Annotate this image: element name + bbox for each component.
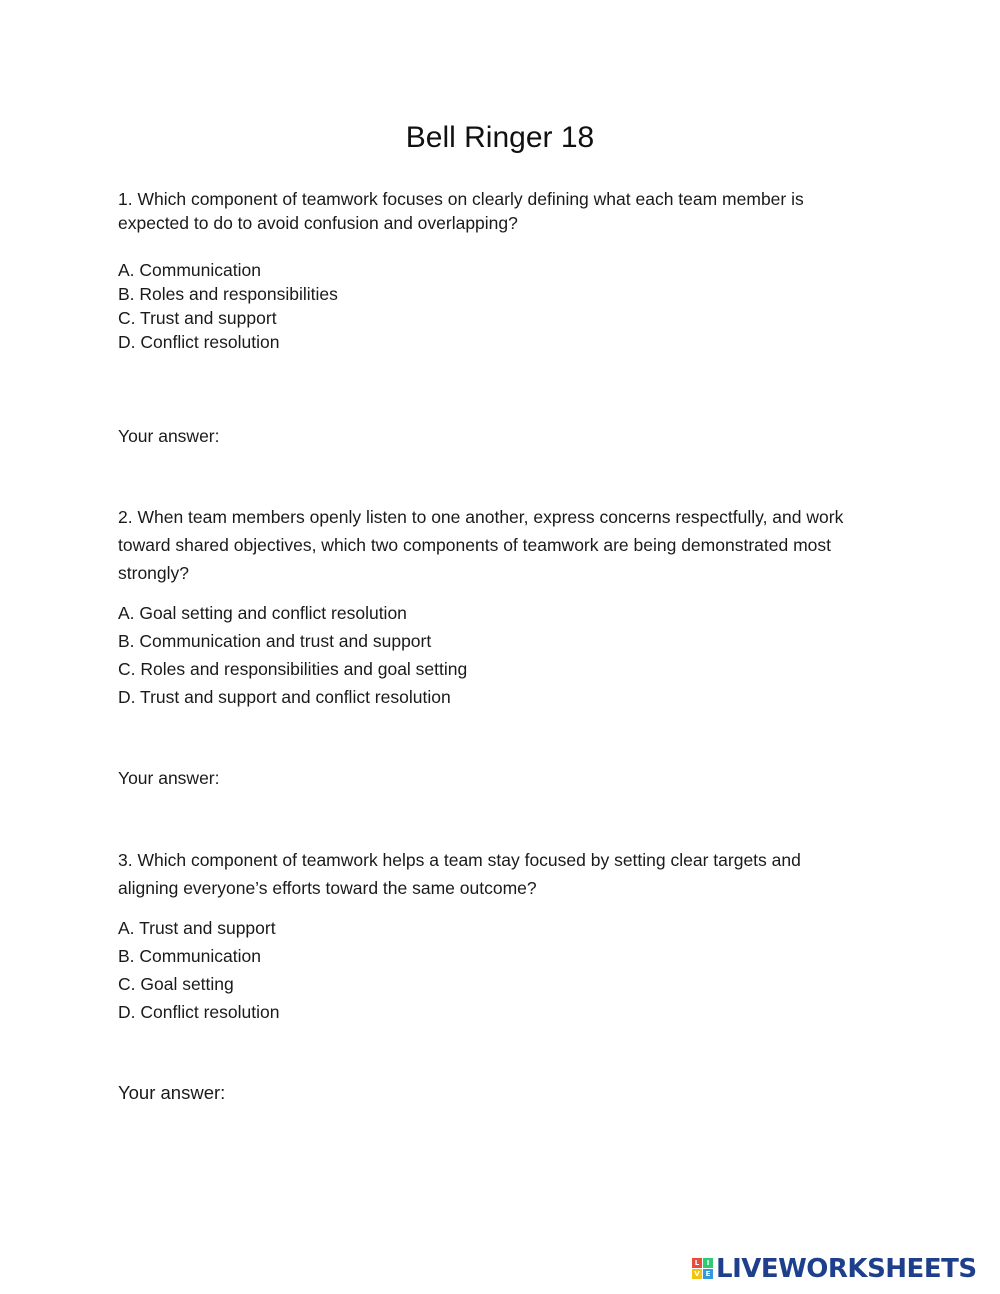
question-2-prompt-line-3: strongly? <box>118 563 190 583</box>
question-1-option-a: A. Communication <box>118 260 261 280</box>
question-1-option-b: B. Roles and responsibilities <box>118 284 338 304</box>
logo-mark-letter-l: L <box>692 1258 702 1268</box>
question-3-option-c: C. Goal setting <box>118 974 234 994</box>
question-2-option-a: A. Goal setting and conflict resolution <box>118 603 407 623</box>
logo-text: LIVEWORKSHEETS <box>716 1254 977 1284</box>
question-3-prompt-line-1: 3. Which component of teamwork helps a team stay focused by setting clear targets and <box>118 850 801 870</box>
question-3-prompt-line-2: aligning everyone’s efforts toward the same outcome? <box>118 878 537 898</box>
question-2-option-d: D. Trust and support and conflict resolution <box>118 687 451 707</box>
question-2-option-b: B. Communication and trust and support <box>118 631 432 651</box>
question-1-option-c: C. Trust and support <box>118 308 277 328</box>
question-2-answer-label: Your answer: <box>118 768 220 788</box>
question-1-answer-label: Your answer: <box>118 426 220 446</box>
question-3-answer-label: Your answer: <box>118 1082 226 1103</box>
question-2-prompt-line-2: toward shared objectives, which two components of teamwork are being demonstrated most <box>118 535 831 555</box>
question-2-prompt-line-1: 2. When team members openly listen to one another, express concerns respectfully, and work <box>118 507 844 527</box>
logo-mark-letter-e: E <box>703 1269 713 1279</box>
liveworksheets-logo <box>692 1254 977 1284</box>
question-3-option-a: A. Trust and support <box>118 918 276 938</box>
logo-mark-letter-v: V <box>692 1269 702 1279</box>
question-1-prompt-line-1: 1. Which component of teamwork focuses on clearly defining what each team member is <box>118 189 804 209</box>
page-title: Bell Ringer 18 <box>405 121 595 154</box>
question-1-prompt-line-2: expected to do to avoid confusion and overlapping? <box>118 213 518 233</box>
logo-mark-icon <box>692 1258 714 1280</box>
question-2-option-c: C. Roles and responsibilities and goal setting <box>118 659 468 679</box>
question-1-option-d: D. Conflict resolution <box>118 332 280 352</box>
question-3-option-b: B. Communication <box>118 946 261 966</box>
question-3-option-d: D. Conflict resolution <box>118 1002 280 1022</box>
logo-mark-letter-i: I <box>703 1258 713 1268</box>
